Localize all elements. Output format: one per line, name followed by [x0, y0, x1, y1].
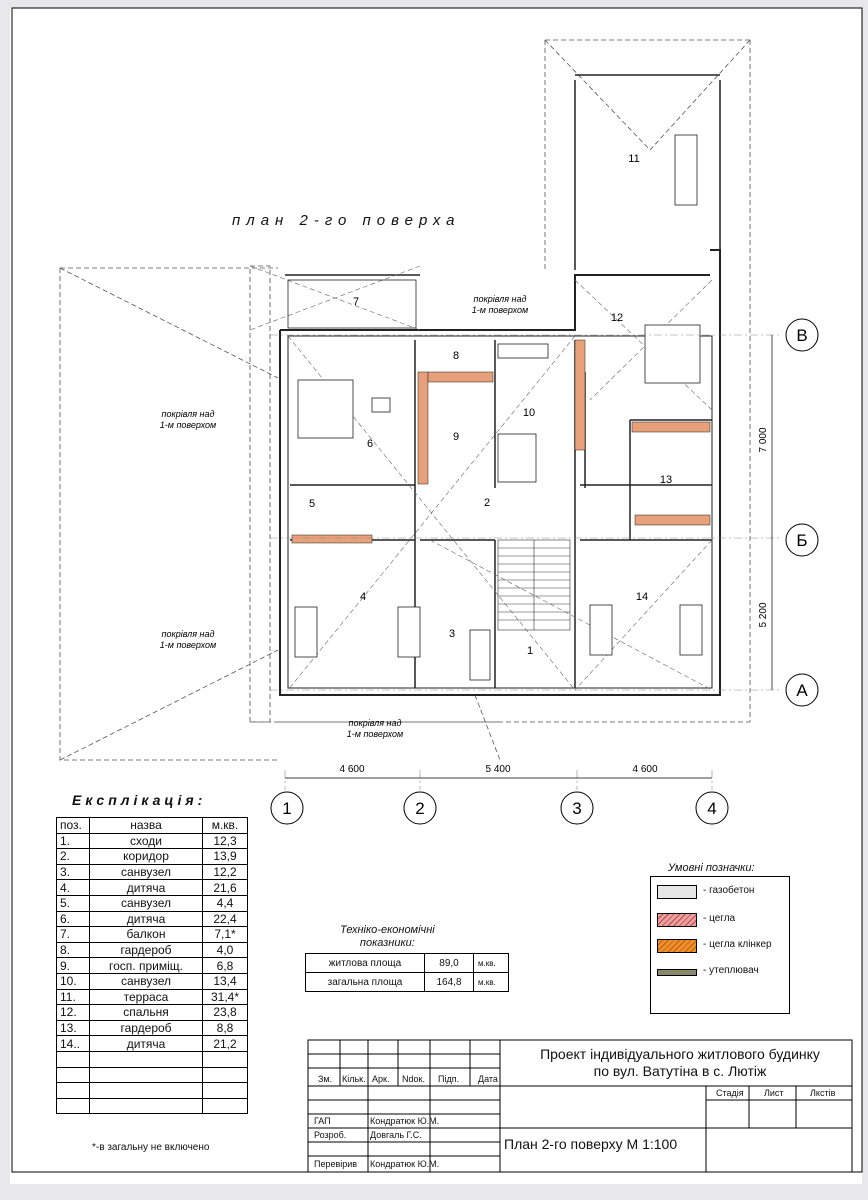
room-num-6: 6 [366, 438, 374, 450]
room-num-8: 8 [452, 350, 460, 362]
table-row-empty [57, 1067, 248, 1083]
legend-label: - цегла клінкер [703, 939, 772, 950]
table-cell: санвузел [90, 973, 203, 989]
dim-col-2-3: 5 400 [485, 764, 511, 775]
stamp-role: Розроб. [314, 1130, 347, 1140]
table-row [57, 833, 248, 849]
room-num-2: 2 [483, 497, 491, 509]
table-cell: 10. [57, 973, 90, 989]
table-row [57, 958, 248, 974]
stamp-stage-cell: Лкстів [810, 1088, 836, 1098]
axis-col-3: 3 [572, 799, 582, 818]
table-row [57, 895, 248, 911]
axis-col-4: 4 [707, 799, 717, 818]
table-row [57, 989, 248, 1005]
table-cell: гардероб [90, 1020, 203, 1036]
dim-col-1-2: 4 600 [339, 764, 365, 775]
stamp-header-cell: Підп. [438, 1074, 460, 1084]
room-num-11: 11 [628, 153, 640, 165]
table-cell: 13,9 [203, 849, 248, 865]
table-row [306, 973, 509, 992]
legend-swatch-insulation [657, 969, 697, 976]
legend-swatch-brick [657, 913, 697, 927]
table-cell: 11. [57, 989, 90, 1005]
roof-note-left-top: покрівля над 1-м поверхом [159, 409, 217, 430]
table-cell: 1. [57, 833, 90, 849]
room-num-7: 7 [352, 296, 360, 308]
table-cell: 14.. [57, 1036, 90, 1052]
axis-col-2: 2 [415, 799, 425, 818]
stamp-header-cell: Дата [478, 1074, 498, 1084]
table-row [57, 927, 248, 943]
table-cell: 12. [57, 1005, 90, 1021]
table-cell: 12,2 [203, 864, 248, 880]
table-row [57, 911, 248, 927]
legend-title: Умовні позначки: [668, 862, 755, 874]
table-cell: 21,2 [203, 1036, 248, 1052]
table-cell: 22,4 [203, 911, 248, 927]
explication-header-pos: поз. [57, 818, 90, 834]
dimension-lines [285, 335, 772, 778]
dim-col-3-4: 4 600 [632, 764, 658, 775]
table-cell: 5. [57, 895, 90, 911]
legend [650, 876, 790, 1014]
room-num-3: 3 [448, 628, 456, 640]
table-cell: 21,6 [203, 880, 248, 896]
table-row [306, 954, 509, 973]
stamp-sheet-title: План 2-го поверху М 1:100 [504, 1136, 678, 1152]
explication-header-name: назва [90, 818, 203, 834]
roof-note-bottom: покрівля над 1-м поверхом [346, 718, 404, 739]
stamp-role: Перевірив [314, 1159, 358, 1169]
table-row-empty [57, 1098, 248, 1114]
table-cell: житлова площа [306, 954, 425, 973]
staircase [498, 540, 570, 630]
legend-swatch-clinker-brick [657, 939, 697, 953]
table-cell: м.кв. [474, 973, 509, 992]
legend-label: - утеплювач [703, 965, 759, 976]
table-cell: терраса [90, 989, 203, 1005]
room-num-5: 5 [308, 498, 316, 510]
axis-row-b: Б [796, 531, 808, 550]
table-row-empty [57, 1083, 248, 1099]
stamp-stage-cell: Лист [764, 1088, 784, 1098]
axis-col-1: 1 [282, 799, 292, 818]
table-cell: санвузел [90, 864, 203, 880]
table-row [57, 864, 248, 880]
stamp-stage-cell: Стадія [716, 1088, 744, 1098]
explication-table [56, 817, 248, 1114]
table-cell: дитяча [90, 880, 203, 896]
table-cell: 4,4 [203, 895, 248, 911]
plan-title: план 2-го поверха [232, 212, 461, 229]
roof-note-left-bottom: покрівля над 1-м поверхом [159, 629, 217, 650]
table-cell: 8,8 [203, 1020, 248, 1036]
room-num-4: 4 [359, 591, 367, 603]
stamp-person: Кондратюк Ю.М. [370, 1159, 440, 1169]
table-cell: 13,4 [203, 973, 248, 989]
table-cell: санвузел [90, 895, 203, 911]
table-cell: 4. [57, 880, 90, 896]
table-cell: 23,8 [203, 1005, 248, 1021]
legend-label: - газобетон [703, 885, 755, 896]
tech-indicators-title: Техніко-економічні показники: [340, 924, 435, 949]
room-num-14: 14 [635, 591, 649, 603]
table-row [57, 880, 248, 896]
stamp-header-cell: Ndок. [402, 1074, 425, 1084]
table-cell: 6,8 [203, 958, 248, 974]
explication-header-area: м.кв. [203, 818, 248, 834]
table-cell: 4,0 [203, 942, 248, 958]
table-cell: 12,3 [203, 833, 248, 849]
table-cell: коридор [90, 849, 203, 865]
table-cell: гардероб [90, 942, 203, 958]
table-cell: 8. [57, 942, 90, 958]
stamp-header-cell: Кільк. [342, 1074, 366, 1084]
table-row [57, 849, 248, 865]
table-cell: 6. [57, 911, 90, 927]
legend-swatch-aerated-concrete [657, 885, 697, 899]
roof-note-top-center: покрівля над 1-м поверхом [471, 294, 529, 315]
stamp-header-cell: Арк. [372, 1074, 390, 1084]
stamp-header-cell: Зм. [318, 1074, 333, 1084]
table-cell: 3. [57, 864, 90, 880]
dim-row-v-b: 7 000 [758, 427, 769, 453]
room-num-10: 10 [522, 407, 536, 419]
table-cell: 31,4* [203, 989, 248, 1005]
room-num-1: 1 [526, 645, 534, 657]
stamp-project-title: Проект індивідуального житлового будинку по вул. Ватутіна в с. Лютіж [540, 1046, 820, 1079]
axis-row-v: В [796, 326, 808, 345]
legend-label: - цегла [703, 913, 736, 924]
explication-title: Експлікація: [72, 792, 207, 808]
tech-indicators-table [305, 953, 509, 992]
table-cell: 164,8 [425, 973, 474, 992]
table-cell: балкон [90, 927, 203, 943]
table-cell: 7,1* [203, 927, 248, 943]
stamp-person: Кондратюк Ю.М. [370, 1116, 440, 1126]
table-cell: сходи [90, 833, 203, 849]
table-cell: м.кв. [474, 954, 509, 973]
stamp-role: ГАП [314, 1116, 331, 1126]
table-row [57, 942, 248, 958]
table-cell: 13. [57, 1020, 90, 1036]
table-cell: 2. [57, 849, 90, 865]
room-num-12: 12 [610, 312, 624, 324]
table-row [57, 973, 248, 989]
dim-row-b-a: 5 200 [758, 602, 769, 628]
table-cell: госп. приміщ. [90, 958, 203, 974]
table-row [57, 1036, 248, 1052]
table-row [57, 1005, 248, 1021]
room-num-13: 13 [659, 474, 673, 486]
table-row [57, 1020, 248, 1036]
table-cell: спальня [90, 1005, 203, 1021]
table-cell: 7. [57, 927, 90, 943]
table-cell: загальна площа [306, 973, 425, 992]
table-cell: 9. [57, 958, 90, 974]
table-row-empty [57, 1051, 248, 1067]
stamp-person: Довгаль Г.С. [370, 1130, 422, 1140]
table-cell: дитяча [90, 1036, 203, 1052]
table-cell: дитяча [90, 911, 203, 927]
axis-row-a: А [796, 681, 808, 700]
table-cell: 89,0 [425, 954, 474, 973]
explication-header-row [57, 818, 248, 834]
room-num-9: 9 [452, 431, 460, 443]
explication-note: *-в загальну не включено [92, 1142, 210, 1153]
